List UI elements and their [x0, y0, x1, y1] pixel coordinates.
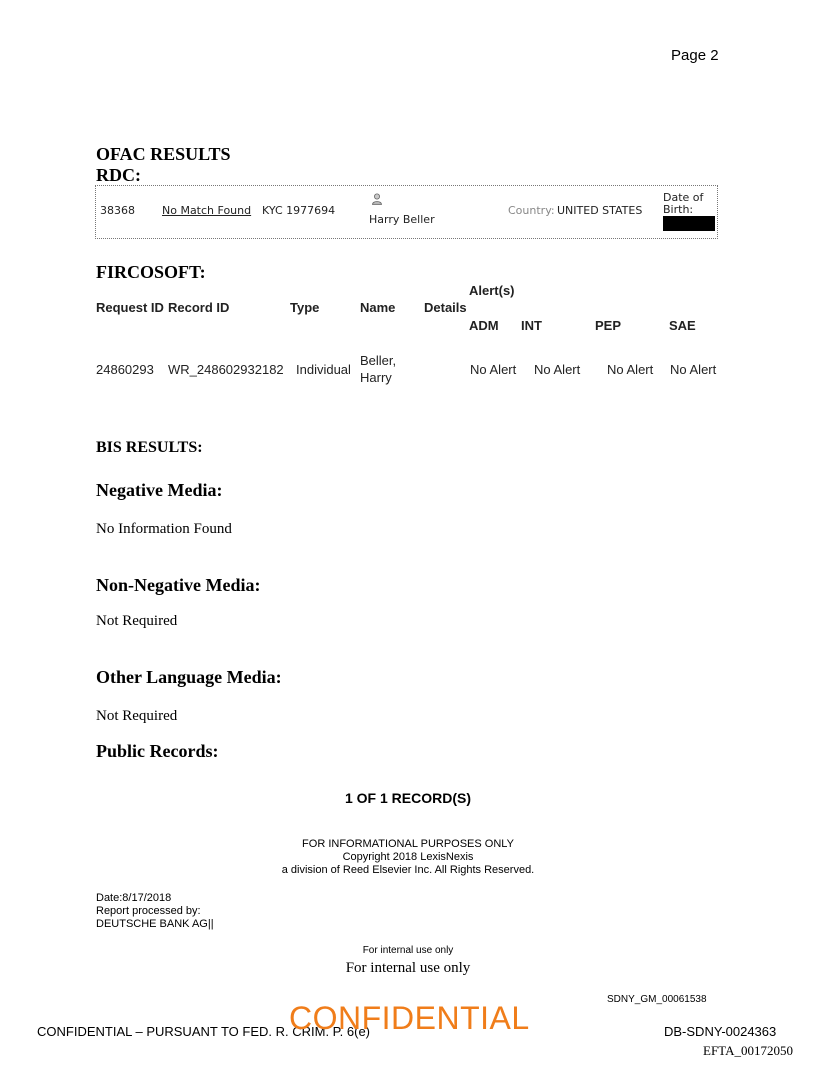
- non-negative-media-heading: Non-Negative Media:: [96, 575, 261, 595]
- row-sae: No Alert: [670, 362, 717, 377]
- db-sdny-code: DB-SDNY-0024363: [664, 1024, 777, 1039]
- pep-header: PEP: [595, 318, 622, 333]
- page-number: Page 2: [671, 47, 719, 64]
- confidential-stamp: CONFIDENTIAL: [289, 1000, 530, 1036]
- confidential-pursuant: CONFIDENTIAL – PURSUANT TO FED. R. CRIM. P. 6(e): [37, 1024, 371, 1039]
- rdc-name: Harry Beller: [369, 213, 435, 226]
- other-language-media-heading: Other Language Media:: [96, 667, 282, 687]
- details-header: Details: [424, 300, 467, 315]
- int-header: INT: [521, 318, 542, 333]
- row-name: Beller,: [360, 353, 397, 368]
- rdc-dob-label: Date of: [663, 191, 704, 204]
- row-int: No Alert: [534, 362, 581, 377]
- row-pep: No Alert: [607, 362, 654, 377]
- adm-header: ADM: [469, 318, 499, 333]
- rdc-match-link[interactable]: No Match Found: [162, 204, 252, 217]
- dob-redaction: [663, 216, 715, 231]
- sdny-code: SDNY_GM_00061538: [607, 994, 707, 1005]
- row-type: Individual: [296, 362, 351, 377]
- negative-media-heading: Negative Media:: [96, 480, 223, 500]
- rights-reserved: a division of Reed Elsevier Inc. All Rights Reserved.: [281, 864, 535, 876]
- processed-by: Report processed by:: [96, 905, 201, 917]
- efta-code: EFTA_00172050: [703, 1043, 793, 1058]
- sae-header: SAE: [669, 318, 696, 333]
- bis-results-heading: BIS RESULTS:: [96, 439, 203, 456]
- person-icon: [371, 192, 383, 204]
- public-records-heading: Public Records:: [96, 741, 219, 761]
- informational-purposes: FOR INFORMATIONAL PURPOSES ONLY: [302, 838, 514, 850]
- ofac-results-heading: OFAC RESULTS: [96, 144, 231, 164]
- record-id-header: Record ID: [168, 300, 230, 315]
- rdc-country-value: UNITED STATES: [557, 204, 643, 217]
- bank-name: DEUTSCHE BANK AG||: [96, 918, 214, 930]
- row-adm: No Alert: [470, 362, 517, 377]
- other-language-media-value: Not Required: [96, 708, 178, 724]
- alerts-header: Alert(s): [469, 283, 515, 298]
- row-name-2: Harry: [360, 370, 392, 385]
- request-id-header: Request ID: [96, 300, 164, 315]
- name-header: Name: [360, 300, 396, 315]
- row-request-id: 24860293: [96, 362, 154, 377]
- rdc-id: 38368: [100, 204, 135, 217]
- internal-use-small: For internal use only: [362, 945, 454, 956]
- non-negative-media-value: Not Required: [96, 613, 178, 629]
- copyright: Copyright 2018 LexisNexis: [342, 851, 474, 863]
- internal-use-serif: For internal use only: [345, 960, 471, 976]
- rdc-country-label: Country:: [508, 204, 555, 217]
- row-record-id: WR_248602932182: [168, 362, 284, 377]
- rdc-result-box: [95, 185, 718, 239]
- rdc-heading: RDC:: [96, 165, 141, 185]
- type-header: Type: [290, 300, 320, 315]
- record-count: 1 OF 1 RECORD(S): [344, 790, 471, 806]
- rdc-dob-label-2: Birth:: [663, 203, 694, 216]
- negative-media-value: No Information Found: [96, 521, 232, 537]
- fircosoft-heading: FIRCOSOFT:: [96, 262, 206, 282]
- report-date: Date:8/17/2018: [96, 892, 172, 904]
- rdc-kyc: KYC 1977694: [262, 204, 336, 217]
